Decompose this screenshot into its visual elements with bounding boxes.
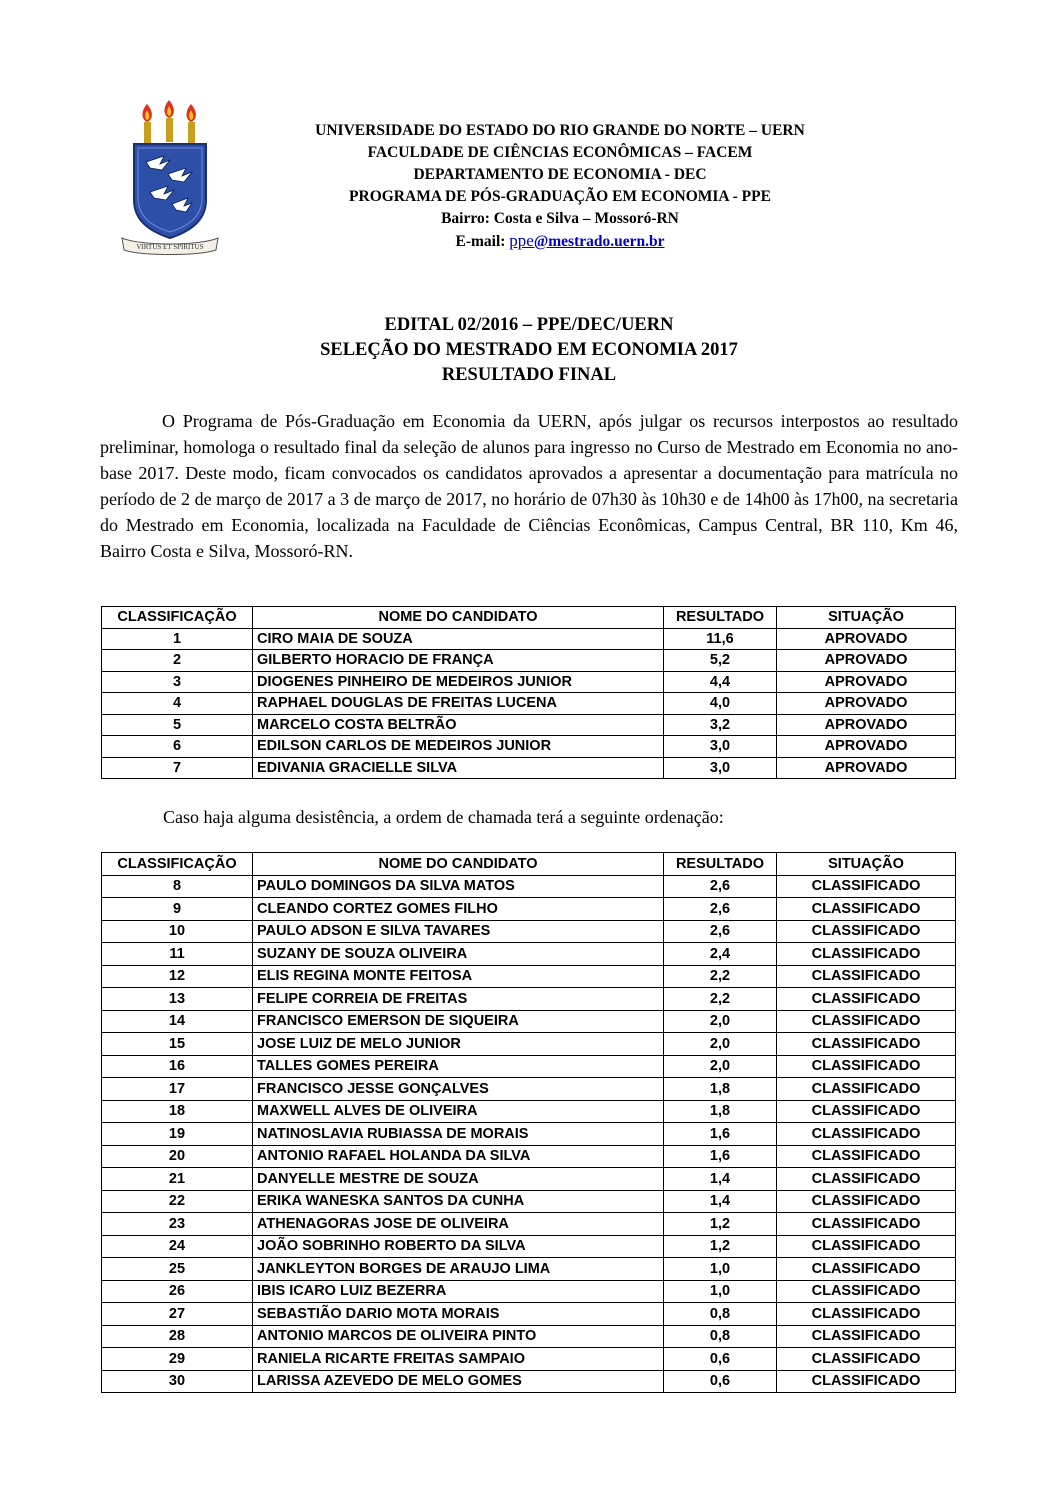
- cell-result: 3,0: [664, 736, 777, 758]
- cell-result: 0,8: [664, 1303, 777, 1326]
- table-row: [102, 1123, 956, 1146]
- cell-candidate-name: ELIS REGINA MONTE FEITOSA: [253, 965, 664, 988]
- department-name: DEPARTAMENTO DE ECONOMIA - DEC: [413, 166, 707, 183]
- result-title: RESULTADO FINAL: [441, 365, 617, 385]
- header-result: RESULTADO: [664, 607, 777, 629]
- cell-result: 4,0: [664, 693, 777, 715]
- cell-classification: 17: [102, 1078, 253, 1101]
- cell-status: APROVADO: [777, 693, 956, 715]
- cell-status: APROVADO: [777, 628, 956, 650]
- cell-candidate-name: TALLES GOMES PEREIRA: [253, 1055, 664, 1078]
- cell-status: CLASSIFICADO: [777, 1168, 956, 1191]
- cell-classification: 25: [102, 1258, 253, 1281]
- cell-classification: 15: [102, 1033, 253, 1056]
- cell-candidate-name: RAPHAEL DOUGLAS DE FREITAS LUCENA: [253, 693, 664, 715]
- cell-result: 1,2: [664, 1213, 777, 1236]
- cell-candidate-name: SUZANY DE SOUZA OLIVEIRA: [253, 943, 664, 966]
- cell-status: CLASSIFICADO: [777, 1370, 956, 1393]
- cell-result: 2,6: [664, 920, 777, 943]
- cell-result: 1,4: [664, 1168, 777, 1191]
- table-row: [102, 693, 956, 715]
- cell-classification: 3: [102, 671, 253, 693]
- cell-candidate-name: ANTONIO MARCOS DE OLIVEIRA PINTO: [253, 1325, 664, 1348]
- cell-classification: 24: [102, 1235, 253, 1258]
- cell-candidate-name: LARISSA AZEVEDO DE MELO GOMES: [253, 1370, 664, 1393]
- cell-candidate-name: IBIS ICARO LUIZ BEZERRA: [253, 1280, 664, 1303]
- cell-result: 2,0: [664, 1033, 777, 1056]
- cell-result: 4,4: [664, 671, 777, 693]
- cell-result: 2,6: [664, 875, 777, 898]
- program-name: PROGRAMA DE PÓS-GRADUAÇÃO EM ECONOMIA - PPE: [349, 188, 771, 205]
- cell-classification: 23: [102, 1213, 253, 1236]
- edital-title: EDITAL 02/2016 – PPE/DEC/UERN: [384, 315, 674, 335]
- cell-candidate-name: JOSE LUIZ DE MELO JUNIOR: [253, 1033, 664, 1056]
- cell-result: 1,2: [664, 1235, 777, 1258]
- cell-result: 1,4: [664, 1190, 777, 1213]
- table-row: [102, 650, 956, 672]
- cell-status: CLASSIFICADO: [777, 1303, 956, 1326]
- cell-candidate-name: PAULO DOMINGOS DA SILVA MATOS: [253, 875, 664, 898]
- university-name: UNIVERSIDADE DO ESTADO DO RIO GRANDE DO NORTE – UERN: [315, 122, 805, 139]
- cell-candidate-name: ATHENAGORAS JOSE DE OLIVEIRA: [253, 1213, 664, 1236]
- email-user: ppe: [509, 231, 534, 250]
- announcement-paragraph: O Programa de Pós-Graduação em Economia da UERN, após julgar os recursos interpostos ao resultado preliminar, homologa o resultado final da seleção de alunos para ingresso no Curso de Mestrado em Economia no ano-base 2017. Deste modo, ficam convocados os candidatos aprovados a apresentar a documentação para matrícula no período de 2 de março de 2017 a 3 de março de 2017, no horário de 07h30 às 10h30 e de 14h00 às 17h00, na secretaria do Mestrado em Economia, localizada na Faculdade de Ciências Econômicas, Campus Central, BR 110, Km 46, Bairro Costa e Silva, Mossoró-RN.: [100, 411, 958, 561]
- document-titles: [100, 313, 958, 388]
- cell-status: CLASSIFICADO: [777, 875, 956, 898]
- table-header-row: [102, 607, 956, 629]
- cell-result: 2,4: [664, 943, 777, 966]
- cell-status: CLASSIFICADO: [777, 1258, 956, 1281]
- cell-result: 3,0: [664, 757, 777, 779]
- cell-status: CLASSIFICADO: [777, 965, 956, 988]
- header-classification: CLASSIFICAÇÃO: [102, 853, 253, 876]
- cell-result: 3,2: [664, 714, 777, 736]
- cell-candidate-name: FELIPE CORREIA DE FREITAS: [253, 988, 664, 1011]
- cell-classification: 5: [102, 714, 253, 736]
- cell-status: CLASSIFICADO: [777, 1123, 956, 1146]
- cell-classification: 27: [102, 1303, 253, 1326]
- cell-status: APROVADO: [777, 671, 956, 693]
- cell-status: APROVADO: [777, 736, 956, 758]
- cell-status: CLASSIFICADO: [777, 943, 956, 966]
- cell-candidate-name: DIOGENES PINHEIRO DE MEDEIROS JUNIOR: [253, 671, 664, 693]
- table-row: [102, 714, 956, 736]
- table-row: [102, 1213, 956, 1236]
- cell-candidate-name: EDIVANIA GRACIELLE SILVA: [253, 757, 664, 779]
- email-link[interactable]: [509, 231, 664, 250]
- cell-classification: 19: [102, 1123, 253, 1146]
- cell-result: 1,0: [664, 1280, 777, 1303]
- cell-status: CLASSIFICADO: [777, 920, 956, 943]
- table-row: [102, 920, 956, 943]
- cell-result: 1,0: [664, 1258, 777, 1281]
- cell-classification: 29: [102, 1348, 253, 1371]
- header-candidate-name: NOME DO CANDIDATO: [253, 607, 664, 629]
- cell-status: CLASSIFICADO: [777, 1010, 956, 1033]
- table-row: [102, 943, 956, 966]
- cell-candidate-name: FRANCISCO EMERSON DE SIQUEIRA: [253, 1010, 664, 1033]
- cell-classification: 28: [102, 1325, 253, 1348]
- table-header-row: [102, 853, 956, 876]
- header-candidate-name: NOME DO CANDIDATO: [253, 853, 664, 876]
- table-row: [102, 1168, 956, 1191]
- cell-classification: 7: [102, 757, 253, 779]
- cell-result: 5,2: [664, 650, 777, 672]
- cell-classification: 21: [102, 1168, 253, 1191]
- table-row: [102, 1033, 956, 1056]
- cell-result: 0,6: [664, 1370, 777, 1393]
- table-row: [102, 1100, 956, 1123]
- cell-candidate-name: ERIKA WANESKA SANTOS DA CUNHA: [253, 1190, 664, 1213]
- cell-classification: 13: [102, 988, 253, 1011]
- table-row: [102, 1078, 956, 1101]
- cell-candidate-name: CLEANDO CORTEZ GOMES FILHO: [253, 898, 664, 921]
- cell-status: CLASSIFICADO: [777, 1213, 956, 1236]
- cell-candidate-name: NATINOSLAVIA RUBIASSA DE MORAIS: [253, 1123, 664, 1146]
- cell-result: 1,6: [664, 1123, 777, 1146]
- cell-status: CLASSIFICADO: [777, 1145, 956, 1168]
- header-status: SITUAÇÃO: [777, 853, 956, 876]
- address: Bairro: Costa e Silva – Mossoró-RN: [441, 210, 679, 227]
- table-row: [102, 628, 956, 650]
- torch-icon: [186, 104, 195, 144]
- cell-classification: 8: [102, 875, 253, 898]
- table-row: [102, 1325, 956, 1348]
- cell-result: 2,2: [664, 988, 777, 1011]
- cell-classification: 10: [102, 920, 253, 943]
- cell-status: APROVADO: [777, 714, 956, 736]
- cell-status: CLASSIFICADO: [777, 1055, 956, 1078]
- email-label: E-mail:: [455, 233, 506, 250]
- cell-candidate-name: JOÃO SOBRINHO ROBERTO DA SILVA: [253, 1235, 664, 1258]
- table-row: [102, 1348, 956, 1371]
- cell-classification: 1: [102, 628, 253, 650]
- cell-candidate-name: DANYELLE MESTRE DE SOUZA: [253, 1168, 664, 1191]
- cell-classification: 9: [102, 898, 253, 921]
- cell-status: APROVADO: [777, 650, 956, 672]
- cell-result: 0,6: [664, 1348, 777, 1371]
- cell-result: 1,8: [664, 1100, 777, 1123]
- cell-status: CLASSIFICADO: [777, 1348, 956, 1371]
- table-row: [102, 671, 956, 693]
- uern-coat-of-arms-logo: [120, 100, 220, 260]
- cell-candidate-name: GILBERTO HORACIO DE FRANÇA: [253, 650, 664, 672]
- cell-candidate-name: SEBASTIÃO DARIO MOTA MORAIS: [253, 1303, 664, 1326]
- table-row: [102, 1258, 956, 1281]
- cell-classification: 18: [102, 1100, 253, 1123]
- cell-candidate-name: MARCELO COSTA BELTRÃO: [253, 714, 664, 736]
- table-row: [102, 898, 956, 921]
- cell-candidate-name: RANIELA RICARTE FREITAS SAMPAIO: [253, 1348, 664, 1371]
- header-status: SITUAÇÃO: [777, 607, 956, 629]
- table-row: [102, 1280, 956, 1303]
- cell-candidate-name: FRANCISCO JESSE GONÇALVES: [253, 1078, 664, 1101]
- cell-status: CLASSIFICADO: [777, 1078, 956, 1101]
- withdrawal-note: Caso haja alguma desistência, a ordem de chamada terá a seguinte ordenação:: [163, 807, 724, 827]
- table-row: [102, 1055, 956, 1078]
- cell-status: APROVADO: [777, 757, 956, 779]
- torch-icon: [164, 100, 173, 142]
- cell-candidate-name: MAXWELL ALVES DE OLIVEIRA: [253, 1100, 664, 1123]
- table-row: [102, 1303, 956, 1326]
- cell-classification: 20: [102, 1145, 253, 1168]
- header-result: RESULTADO: [664, 853, 777, 876]
- svg-text:VIRTUS ET SPIRITUS: VIRTUS ET SPIRITUS: [136, 243, 204, 251]
- table-row: [102, 1235, 956, 1258]
- cell-classification: 30: [102, 1370, 253, 1393]
- table-row: [102, 736, 956, 758]
- table-row: [102, 1190, 956, 1213]
- classified-candidates-table: [101, 852, 956, 1393]
- cell-result: 2,6: [664, 898, 777, 921]
- torch-icon: [142, 104, 151, 144]
- institution-header: [230, 120, 890, 253]
- cell-status: CLASSIFICADO: [777, 1100, 956, 1123]
- table-row: [102, 1370, 956, 1393]
- table-row: [102, 1010, 956, 1033]
- table-row: [102, 965, 956, 988]
- faculty-name: FACULDADE DE CIÊNCIAS ECONÔMICAS – FACEM: [367, 144, 753, 161]
- cell-classification: 11: [102, 943, 253, 966]
- table-row: [102, 757, 956, 779]
- cell-classification: 2: [102, 650, 253, 672]
- cell-candidate-name: EDILSON CARLOS DE MEDEIROS JUNIOR: [253, 736, 664, 758]
- cell-status: CLASSIFICADO: [777, 1190, 956, 1213]
- cell-candidate-name: ANTONIO RAFAEL HOLANDA DA SILVA: [253, 1145, 664, 1168]
- cell-classification: 26: [102, 1280, 253, 1303]
- table-row: [102, 875, 956, 898]
- cell-result: 1,8: [664, 1078, 777, 1101]
- shield-icon: [134, 144, 206, 238]
- cell-classification: 6: [102, 736, 253, 758]
- cell-candidate-name: PAULO ADSON E SILVA TAVARES: [253, 920, 664, 943]
- cell-result: 2,0: [664, 1055, 777, 1078]
- cell-classification: 4: [102, 693, 253, 715]
- cell-result: 0,8: [664, 1325, 777, 1348]
- cell-result: 2,2: [664, 965, 777, 988]
- cell-classification: 22: [102, 1190, 253, 1213]
- approved-candidates-table: [101, 606, 956, 779]
- selection-title: SELEÇÃO DO MESTRADO EM ECONOMIA 2017: [320, 340, 738, 360]
- cell-classification: 12: [102, 965, 253, 988]
- table-row: [102, 988, 956, 1011]
- cell-result: 2,0: [664, 1010, 777, 1033]
- cell-status: CLASSIFICADO: [777, 988, 956, 1011]
- cell-status: CLASSIFICADO: [777, 1033, 956, 1056]
- cell-status: CLASSIFICADO: [777, 1235, 956, 1258]
- email-domain: @mestrado.uern.br: [533, 233, 665, 250]
- cell-result: 11,6: [664, 628, 777, 650]
- cell-candidate-name: CIRO MAIA DE SOUZA: [253, 628, 664, 650]
- cell-classification: 16: [102, 1055, 253, 1078]
- cell-status: CLASSIFICADO: [777, 1280, 956, 1303]
- cell-status: CLASSIFICADO: [777, 898, 956, 921]
- cell-status: CLASSIFICADO: [777, 1325, 956, 1348]
- cell-result: 1,6: [664, 1145, 777, 1168]
- cell-candidate-name: JANKLEYTON BORGES DE ARAUJO LIMA: [253, 1258, 664, 1281]
- email-line: [230, 230, 890, 253]
- table-row: [102, 1145, 956, 1168]
- cell-classification: 14: [102, 1010, 253, 1033]
- header-classification: CLASSIFICAÇÃO: [102, 607, 253, 629]
